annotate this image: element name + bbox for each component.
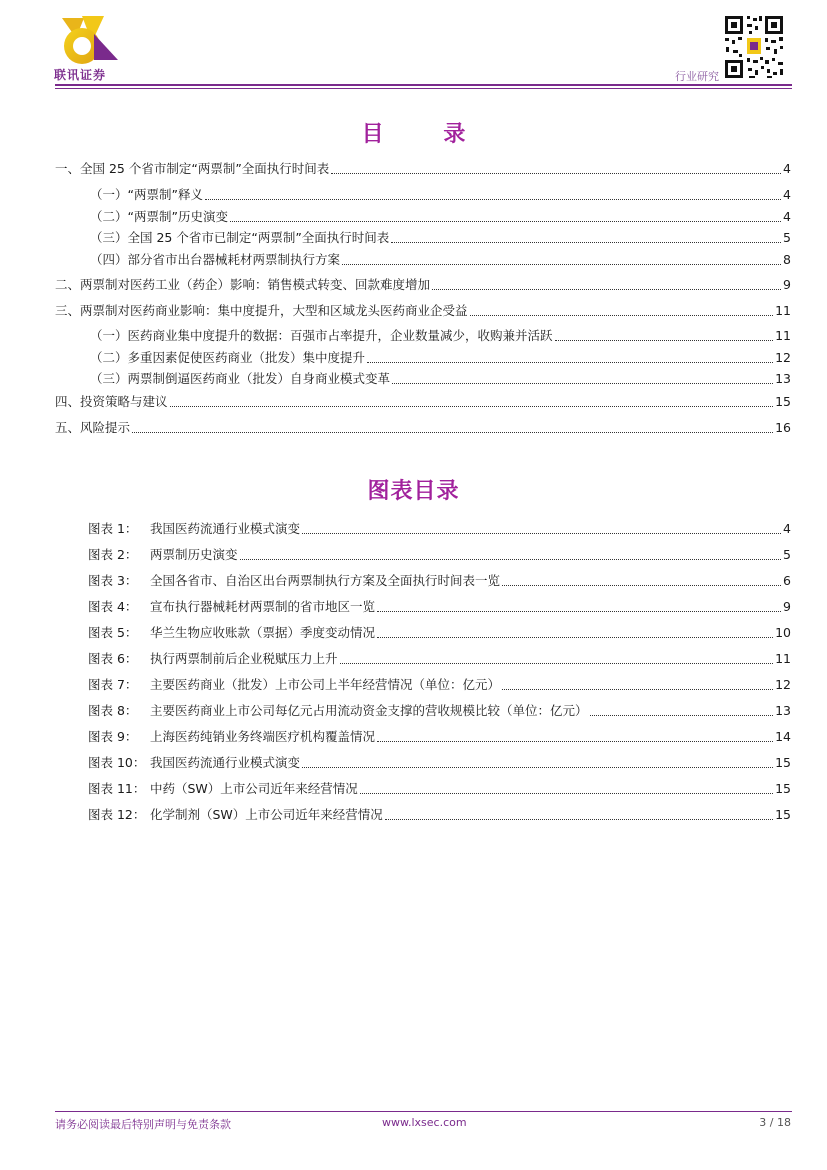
logo-text: 联讯证券 <box>54 68 107 82</box>
toc-entry-page: 8 <box>783 252 791 267</box>
figure-label: 全国各省市、自治区出台两票制执行方案及全面执行时间表一览 <box>150 573 501 588</box>
toc-entry-label: （二）多重因素促使医药商业（批发）集中度提升 <box>90 350 366 365</box>
toc-entry-label: 一、全国 25 个省市制定“两票制”全面执行时间表 <box>55 161 330 176</box>
figure-page: 14 <box>775 729 791 744</box>
toc-entry[interactable] <box>55 302 791 320</box>
toc-entry-page: 4 <box>783 187 791 202</box>
figure-label: 宣布执行器械耗材两票制的省市地区一览 <box>150 599 376 614</box>
toc-entry[interactable] <box>90 349 791 367</box>
figure-entry[interactable] <box>88 546 791 564</box>
figure-page: 4 <box>783 521 791 536</box>
toc-entry-label: （三）两票制倒逼医药商业（批发）自身商业模式变革 <box>90 371 391 386</box>
toc-entry[interactable] <box>55 160 791 178</box>
figure-prefix: 图表 9： <box>88 729 138 744</box>
figure-prefix: 图表 5： <box>88 625 138 640</box>
toc-entry-page: 9 <box>783 277 791 292</box>
figure-prefix: 图表 12： <box>88 807 146 822</box>
leader-dots <box>470 315 774 316</box>
toc-entry-label: （四）部分省市出台器械耗材两票制执行方案 <box>90 252 341 267</box>
figure-label: 主要医药商业上市公司每亿元占用流动资金支撑的营收规模比较（单位：亿元） <box>150 703 588 718</box>
toc-title: 目 录 <box>361 122 492 147</box>
toc-entry[interactable] <box>90 370 791 388</box>
toc-entry-page: 11 <box>775 328 791 343</box>
figure-prefix: 图表 2： <box>88 547 138 562</box>
page-header <box>0 0 827 90</box>
toc-entry-label: （三）全国 25 个省市已制定“两票制”全面执行时间表 <box>90 230 390 245</box>
leader-dots <box>590 715 774 716</box>
leader-dots <box>170 406 774 407</box>
footer-website-link[interactable]: www.lxsec.com <box>382 1116 467 1129</box>
figure-entry[interactable] <box>88 624 791 642</box>
leader-dots <box>240 559 782 560</box>
footer-page-number: 3 / 18 <box>759 1116 791 1129</box>
figure-page: 5 <box>783 547 791 562</box>
figure-entry[interactable] <box>88 572 791 590</box>
leader-dots <box>132 432 773 433</box>
leader-dots <box>360 793 773 794</box>
figure-page: 15 <box>775 807 791 822</box>
figure-entry[interactable] <box>88 728 791 746</box>
leader-dots <box>331 173 781 174</box>
toc-entry[interactable] <box>55 393 791 411</box>
toc-entry-label: 四、投资策略与建议 <box>55 394 168 409</box>
figure-label: 上海医药纯销业务终端医疗机构覆盖情况 <box>150 729 376 744</box>
figure-page: 13 <box>775 703 791 718</box>
figure-entry[interactable] <box>88 598 791 616</box>
toc-entry[interactable] <box>90 208 791 226</box>
leader-dots <box>555 340 774 341</box>
figure-label: 化学制剂（SW）上市公司近年来经营情况 <box>150 807 383 822</box>
leader-dots <box>367 362 773 363</box>
header-divider-thin <box>55 88 792 89</box>
figure-prefix: 图表 10： <box>88 755 146 770</box>
toc-entry[interactable] <box>90 251 791 269</box>
toc-entry-label: 三、两票制对医药商业影响：集中度提升，大型和区域龙头医药商业企受益 <box>55 303 468 318</box>
figure-prefix: 图表 1： <box>88 521 138 536</box>
figure-entry[interactable] <box>88 676 791 694</box>
toc-entry[interactable] <box>90 229 791 247</box>
toc-entry-page: 4 <box>783 161 791 176</box>
leader-dots <box>230 221 781 222</box>
leader-dots <box>502 689 773 690</box>
figure-page: 15 <box>775 781 791 796</box>
section-label: 行业研究 <box>675 70 719 83</box>
figure-entry[interactable] <box>88 520 791 538</box>
toc-entry-page: 12 <box>775 350 791 365</box>
footer-divider <box>55 1111 792 1112</box>
toc-entry-page: 5 <box>783 230 791 245</box>
figure-entry[interactable] <box>88 702 791 720</box>
figure-prefix: 图表 8： <box>88 703 138 718</box>
figure-label: 我国医药流通行业模式演变 <box>150 755 301 770</box>
toc-entry[interactable] <box>90 327 791 345</box>
figure-page: 10 <box>775 625 791 640</box>
leader-dots <box>432 289 781 290</box>
figures-title: 图表目录 <box>367 479 460 504</box>
figure-prefix: 图表 7： <box>88 677 138 692</box>
toc-entry-label: （二）“两票制”历史演变 <box>90 209 228 224</box>
figure-label: 华兰生物应收账款（票据）季度变动情况 <box>150 625 376 640</box>
leader-dots <box>302 533 781 534</box>
leader-dots <box>377 611 781 612</box>
toc-entry-label: （一）“两票制”释义 <box>90 187 203 202</box>
toc-entry-page: 4 <box>783 209 791 224</box>
leader-dots <box>377 741 773 742</box>
figure-prefix: 图表 4： <box>88 599 138 614</box>
figure-label: 主要医药商业（批发）上市公司上半年经营情况（单位：亿元） <box>150 677 501 692</box>
header-divider <box>55 84 792 86</box>
toc-entry[interactable] <box>55 276 791 294</box>
figure-entry[interactable] <box>88 806 791 824</box>
leader-dots <box>377 637 773 638</box>
toc-entry-label: 二、两票制对医药工业（药企）影响：销售模式转变、回款难度增加 <box>55 277 431 292</box>
leader-dots <box>302 767 773 768</box>
leader-dots <box>391 242 781 243</box>
toc-entry-page: 15 <box>775 394 791 409</box>
figure-entry[interactable] <box>88 650 791 668</box>
figure-prefix: 图表 6： <box>88 651 138 666</box>
toc-entry-page: 13 <box>775 371 791 386</box>
leader-dots <box>340 663 774 664</box>
footer-disclaimer-link[interactable]: 请务必阅读最后特别声明与免责条款 <box>55 1118 231 1131</box>
leader-dots <box>502 585 781 586</box>
toc-entry-label: 五、风险提示 <box>55 420 131 435</box>
figure-prefix: 图表 3： <box>88 573 138 588</box>
figure-page: 11 <box>775 651 791 666</box>
toc-entry-page: 11 <box>775 303 791 318</box>
figure-label: 我国医药流通行业模式演变 <box>150 521 301 536</box>
toc-entry-page: 16 <box>775 420 791 435</box>
figure-entry[interactable] <box>88 754 791 772</box>
leader-dots <box>392 383 773 384</box>
toc-entry[interactable] <box>90 186 791 204</box>
figure-prefix: 图表 11： <box>88 781 146 796</box>
figure-page: 12 <box>775 677 791 692</box>
leader-dots <box>205 199 781 200</box>
figure-label: 两票制历史演变 <box>150 547 238 562</box>
leader-dots <box>385 819 773 820</box>
figure-label: 中药（SW）上市公司近年来经营情况 <box>150 781 358 796</box>
toc-entry[interactable] <box>55 419 791 437</box>
figure-page: 9 <box>783 599 791 614</box>
qr-code-icon <box>723 14 785 80</box>
toc-entry-label: （一）医药商业集中度提升的数据：百强市占率提升，企业数量减少，收购兼并活跃 <box>90 328 553 343</box>
figure-entry[interactable] <box>88 780 791 798</box>
leader-dots <box>342 264 781 265</box>
figure-page: 15 <box>775 755 791 770</box>
figure-label: 执行两票制前后企业税赋压力上升 <box>150 651 338 666</box>
figure-page: 6 <box>783 573 791 588</box>
